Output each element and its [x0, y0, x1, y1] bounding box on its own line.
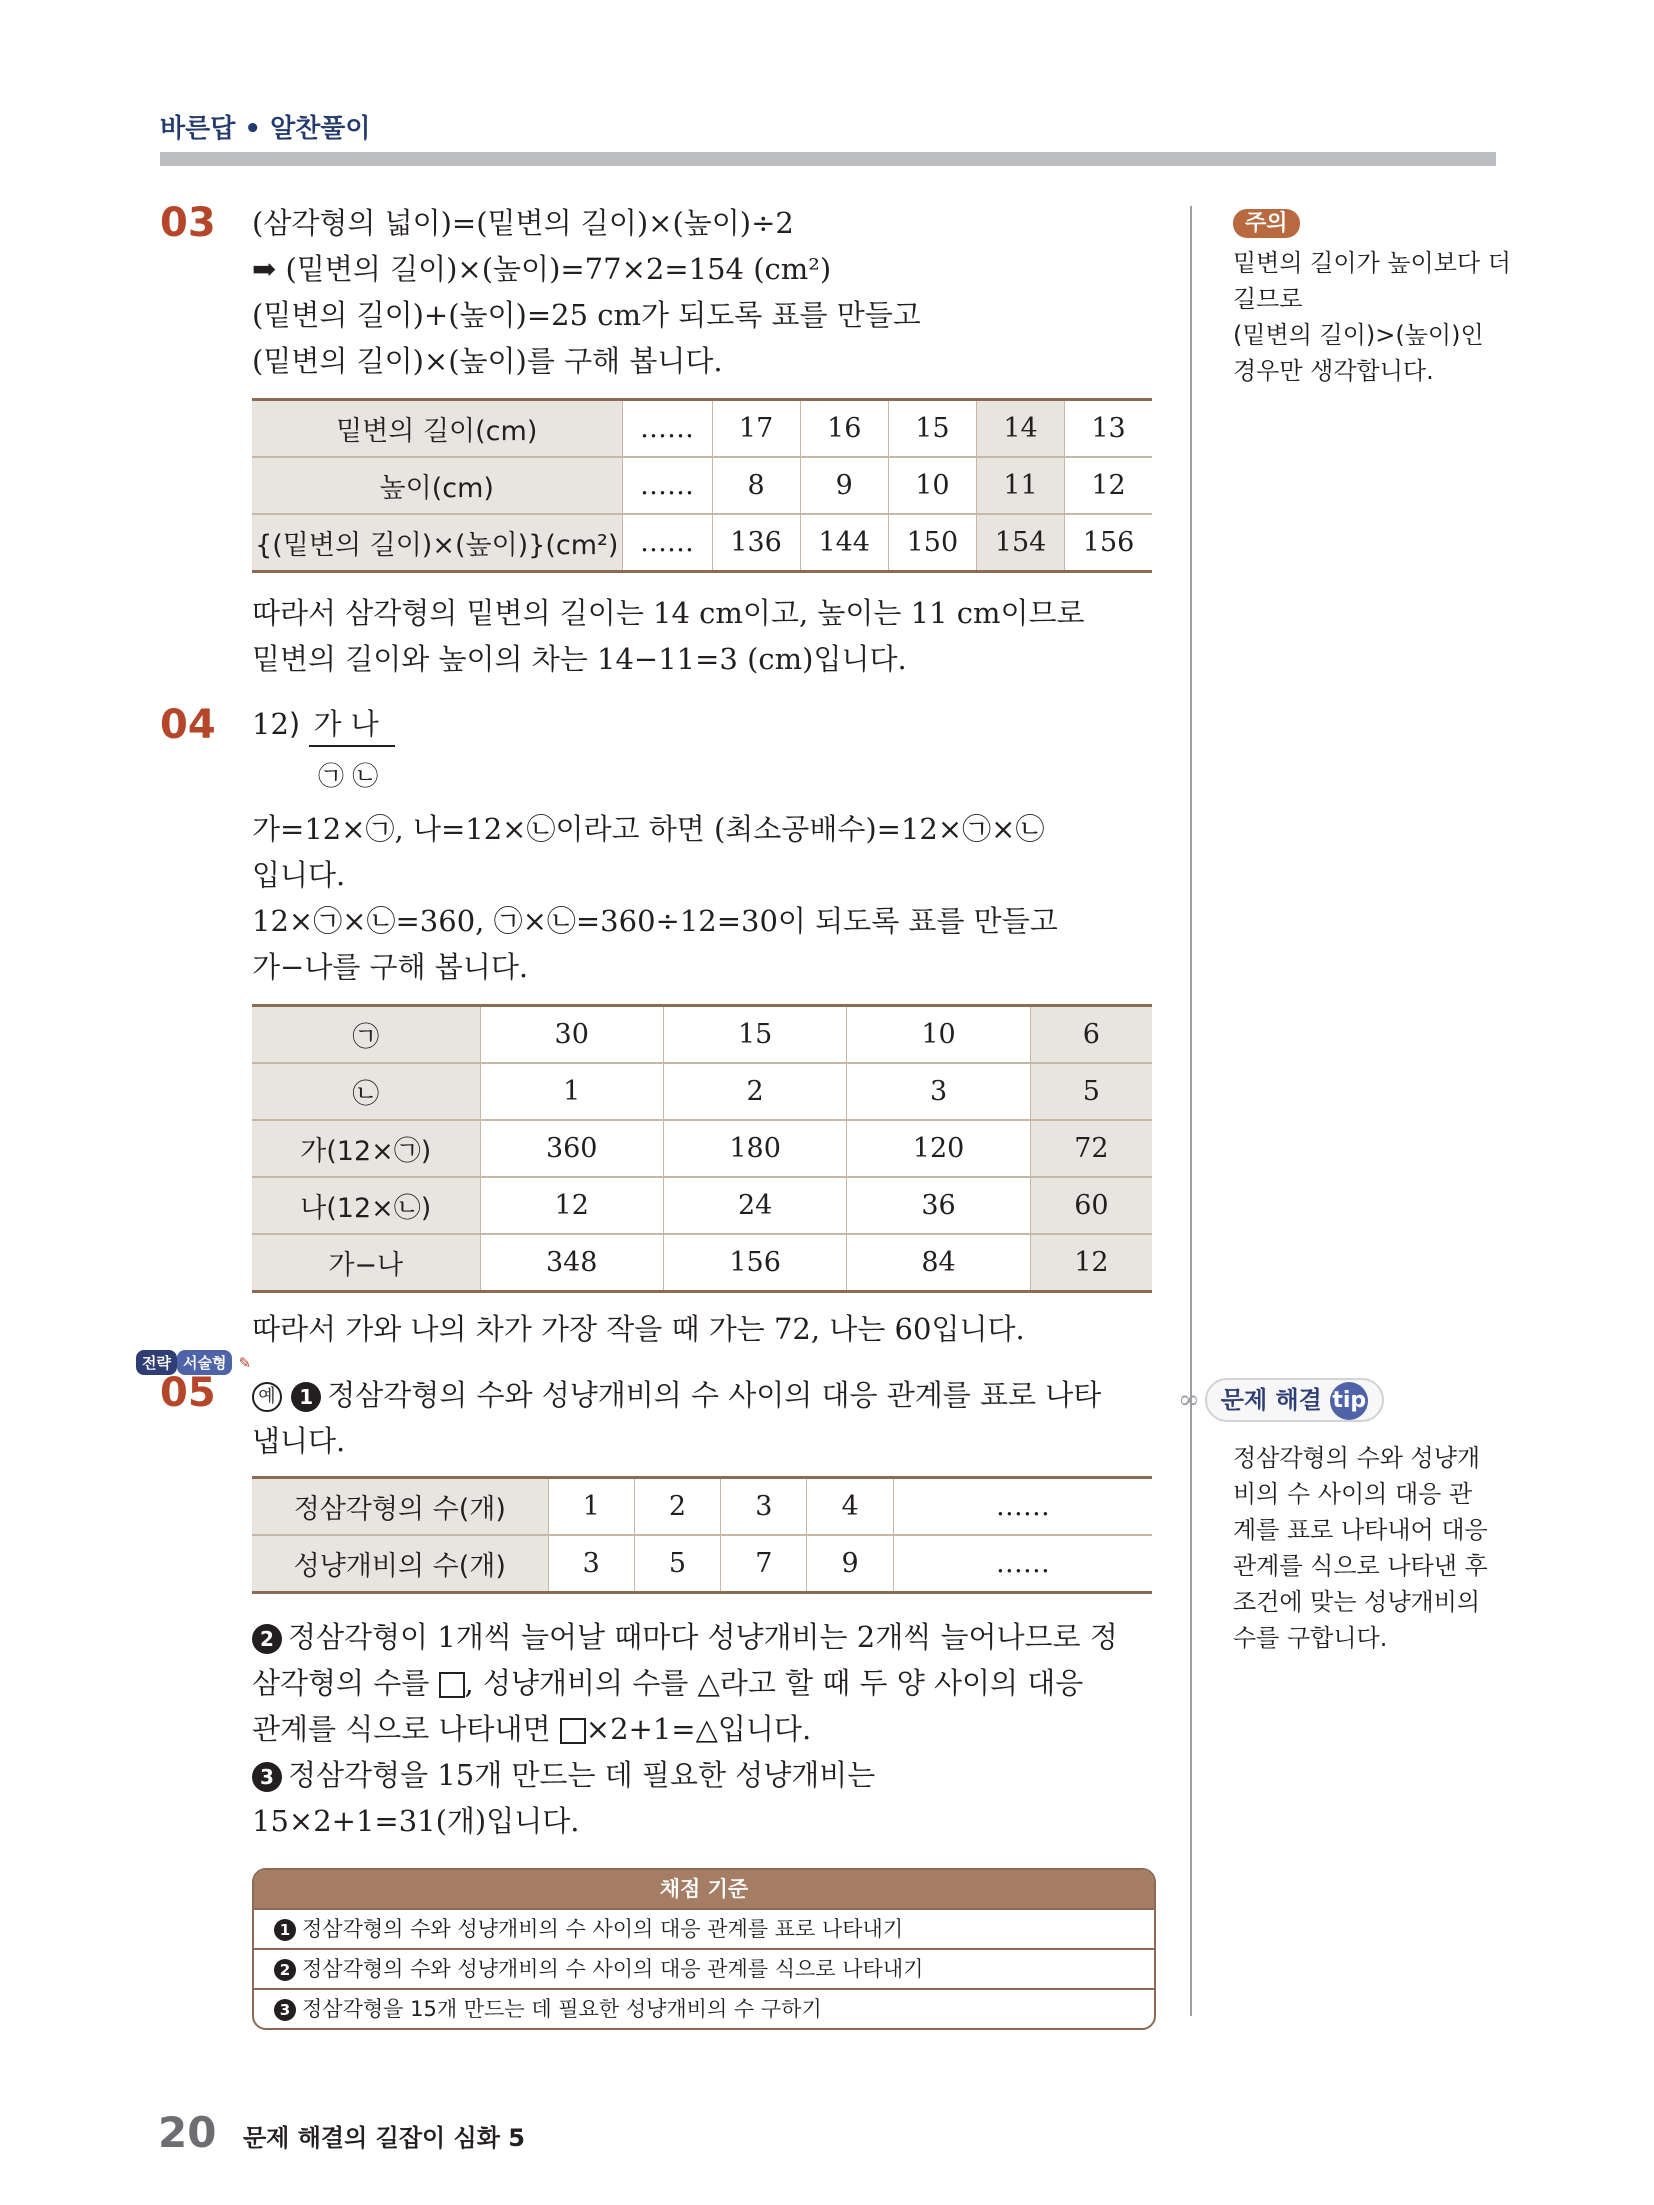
table-row — [252, 514, 1152, 572]
table-cell: 360 — [480, 1120, 663, 1177]
p04-line: 12×㉠×㉡=360, ㉠×㉡=360÷12=30이 되도록 표를 만들고 — [252, 904, 1058, 938]
grading-criteria-box — [252, 1868, 1156, 2030]
table-row — [252, 457, 1152, 514]
table-cell: 5 — [634, 1535, 720, 1593]
p03-line: (밑변의 길이)×(높이)를 구해 봅니다. — [252, 344, 723, 378]
grading-item — [254, 1948, 1154, 1988]
p05-step1-line: 냅니다. — [252, 1424, 346, 1458]
step-number: 2 — [252, 1624, 282, 1654]
p05-step3-line: 15×2+1=31(개)입니다. — [252, 1804, 580, 1838]
table-row — [252, 1006, 1152, 1064]
table-cell: 9 — [807, 1535, 893, 1593]
p03-text — [252, 200, 921, 384]
problem-number-03: 03 — [160, 200, 216, 246]
p03-line: ➡ (밑변의 길이)×(높이)=77×2=154 (cm²) — [252, 252, 832, 286]
p04-line: 가=12×㉠, 나=12×㉡이라고 하면 (최소공배수)=12×㉠×㉡ — [252, 812, 1045, 846]
table-cell: 12 — [480, 1177, 663, 1234]
division-quotient: ㉠ ㉡ — [318, 762, 379, 792]
table-header-cell: 가−나 — [252, 1234, 480, 1292]
table-cell: 1 — [480, 1063, 663, 1120]
grading-title: 채점 기준 — [254, 1870, 1154, 1908]
table-cell: 10 — [847, 1006, 1030, 1064]
table-cell-highlight: 72 — [1030, 1120, 1152, 1177]
table-cell-highlight: 11 — [976, 457, 1064, 514]
table-row — [252, 1478, 1152, 1536]
p05-steps — [252, 1614, 1118, 1844]
p03-line: (밑변의 길이)+(높이)=25 cm가 되도록 표를 만들고 — [252, 298, 921, 332]
table-cell: 16 — [800, 400, 888, 458]
p03-conclusion-line: 밑변의 길이와 높이의 차는 14−11=3 (cm)입니다. — [252, 642, 907, 676]
table-cell: 120 — [847, 1120, 1030, 1177]
column-divider — [1190, 206, 1192, 2016]
tip-line: 비의 수 사이의 대응 관 — [1233, 1480, 1473, 1508]
table-header-cell: {(밑변의 길이)×(높이)}(cm²) — [252, 514, 622, 572]
table-cell: 13 — [1065, 400, 1152, 458]
header-title: 바른답 • 알찬풀이 — [160, 114, 371, 144]
table-header-cell: 가(12×㉠) — [252, 1120, 480, 1177]
table-cell: 136 — [712, 514, 800, 572]
table-cell: 10 — [888, 457, 976, 514]
table-cell: 2 — [634, 1478, 720, 1536]
table-cell: 17 — [712, 400, 800, 458]
p04-conclusion: 따라서 가와 나의 차가 가장 작을 때 가는 72, 나는 60입니다. — [252, 1312, 1025, 1346]
tip-line: 조건에 맞는 성냥개비의 — [1233, 1588, 1481, 1616]
p03-conclusion-line: 따라서 삼각형의 밑변의 길이는 14 cm이고, 높이는 11 cm이므로 — [252, 596, 1085, 630]
square-symbol — [560, 1718, 586, 1744]
p05-step2-line: 관계를 식으로 나타내면 — [252, 1712, 551, 1746]
link-icon: ∞ — [1178, 1385, 1200, 1415]
table-cell: 24 — [663, 1177, 846, 1234]
p05-step1 — [252, 1372, 1101, 1464]
table-cell: 156 — [1065, 514, 1152, 572]
p05-step2-line: , 성냥개비의 수를 △라고 할 때 두 양 사이의 대응 — [464, 1666, 1084, 1700]
table-header-cell: ㉡ — [252, 1063, 480, 1120]
p05-step3-line: 정삼각형을 15개 만드는 데 필요한 성냥개비는 — [288, 1758, 876, 1792]
table-header-cell: 나(12×㉡) — [252, 1177, 480, 1234]
table-cell: 30 — [480, 1006, 663, 1064]
caution-line: (밑변의 길이)>(높이)인 — [1233, 321, 1484, 349]
p03-conclusion — [252, 590, 1085, 682]
step-number: 3 — [252, 1762, 282, 1792]
p05-step2-line: 삼각형의 수를 — [252, 1666, 430, 1700]
division-divisor: 12 — [252, 707, 289, 741]
table-header-cell: 성냥개비의 수(개) — [252, 1535, 548, 1593]
table-cell: …… — [622, 457, 712, 514]
table-cell: …… — [622, 400, 712, 458]
table-cell-highlight: 6 — [1030, 1006, 1152, 1064]
page-number: 20 — [158, 2108, 217, 2157]
table-cell: 84 — [847, 1234, 1030, 1292]
tip-label: 문제 해결 — [1220, 1386, 1322, 1414]
table-cell: 180 — [663, 1120, 846, 1177]
p05-table — [252, 1476, 1152, 1594]
p03-table — [252, 398, 1152, 573]
tip-line: 계를 표로 나타내어 대응 — [1233, 1516, 1488, 1544]
table-row — [252, 1177, 1152, 1234]
table-cell: 348 — [480, 1234, 663, 1292]
table-row — [252, 1063, 1152, 1120]
tip-note — [1178, 1380, 1384, 1420]
p04-table — [252, 1004, 1152, 1293]
tip-badge: tip — [1330, 1382, 1368, 1420]
table-cell: 9 — [800, 457, 888, 514]
table-row — [252, 400, 1152, 458]
tip-text — [1233, 1440, 1488, 1656]
p04-line: 가−나를 구해 봅니다. — [252, 950, 529, 984]
step-number: 3 — [274, 1999, 296, 2021]
p04-text — [252, 806, 1058, 990]
division-dividend: 가 나 — [309, 702, 394, 747]
table-cell-highlight: 154 — [976, 514, 1064, 572]
table-cell: 36 — [847, 1177, 1030, 1234]
tip-line: 관계를 식으로 나타낸 후 — [1233, 1552, 1488, 1580]
p05-step1-line: 정삼각형의 수와 성냥개비의 수 사이의 대응 관계를 표로 나타 — [327, 1378, 1102, 1412]
tip-header — [1205, 1378, 1384, 1422]
grading-item-text: 정삼각형을 15개 만드는 데 필요한 성냥개비의 수 구하기 — [302, 1997, 822, 2021]
step-number: 1 — [291, 1382, 321, 1412]
book-title: 문제 해결의 길잡이 심화 5 — [243, 2124, 525, 2152]
table-cell-highlight: 5 — [1030, 1063, 1152, 1120]
table-header-cell: 높이(cm) — [252, 457, 622, 514]
grading-item-text: 정삼각형의 수와 성냥개비의 수 사이의 대응 관계를 식으로 나타내기 — [302, 1957, 924, 1981]
table-cell-highlight: 60 — [1030, 1177, 1152, 1234]
table-cell: …… — [622, 514, 712, 572]
table-header-cell: 밑변의 길이(cm) — [252, 400, 622, 458]
tag-descriptive: 서술형 — [177, 1350, 232, 1375]
p05-step2-line: 정삼각형이 1개씩 늘어날 때마다 성냥개비는 2개씩 늘어나므로 정 — [288, 1620, 1118, 1654]
caution-line: 경우만 생각합니다. — [1233, 357, 1434, 385]
tag-strategy: 전략 — [136, 1350, 177, 1375]
p04-division: 12) 가 나 — [252, 702, 395, 747]
table-cell: 156 — [663, 1234, 846, 1292]
caution-note — [1233, 206, 1511, 389]
caution-line: 길므로 — [1233, 285, 1303, 313]
tip-line: 정삼각형의 수와 성냥개 — [1233, 1444, 1481, 1472]
p04-line: 입니다. — [252, 858, 346, 892]
tip-line: 수를 구합니다. — [1233, 1624, 1388, 1652]
table-cell: 12 — [1065, 457, 1152, 514]
table-cell: 7 — [721, 1535, 807, 1593]
table-row — [252, 1535, 1152, 1593]
caution-line: 밑변의 길이가 높이보다 더 — [1233, 249, 1511, 277]
table-cell: 3 — [721, 1478, 807, 1536]
header-bar — [160, 152, 1496, 166]
step-number: 1 — [274, 1919, 296, 1941]
p03-line: (삼각형의 넓이)=(밑변의 길이)×(높이)÷2 — [252, 206, 794, 240]
table-cell: …… — [893, 1478, 1152, 1536]
square-symbol — [439, 1672, 465, 1698]
table-cell: 15 — [663, 1006, 846, 1064]
table-cell: 144 — [800, 514, 888, 572]
table-cell: 15 — [888, 400, 976, 458]
table-cell-highlight: 14 — [976, 400, 1064, 458]
table-cell: 150 — [888, 514, 976, 572]
table-cell: 2 — [663, 1063, 846, 1120]
table-header-cell: ㉠ — [252, 1006, 480, 1064]
table-cell: …… — [893, 1535, 1152, 1593]
table-cell: 1 — [548, 1478, 634, 1536]
table-cell: 8 — [712, 457, 800, 514]
grading-item — [254, 1988, 1154, 2028]
pencil-icon: ✎ — [238, 1354, 252, 1372]
table-cell: 4 — [807, 1478, 893, 1536]
caution-badge: 주의 — [1233, 209, 1300, 238]
grading-item — [254, 1908, 1154, 1948]
grading-item-text: 정삼각형의 수와 성냥개비의 수 사이의 대응 관계를 표로 나타내기 — [302, 1917, 904, 1941]
example-mark: 예 — [252, 1382, 282, 1412]
p05-step2-line: ×2+1=△입니다. — [585, 1712, 812, 1746]
problem-number-04: 04 — [160, 702, 216, 748]
table-cell: 3 — [548, 1535, 634, 1593]
table-cell: 3 — [847, 1063, 1030, 1120]
table-header-cell: 정삼각형의 수(개) — [252, 1478, 548, 1536]
step-number: 2 — [274, 1959, 296, 1981]
problem-number-05: 05 — [160, 1370, 216, 1416]
table-cell-highlight: 12 — [1030, 1234, 1152, 1292]
table-row — [252, 1234, 1152, 1292]
table-row — [252, 1120, 1152, 1177]
